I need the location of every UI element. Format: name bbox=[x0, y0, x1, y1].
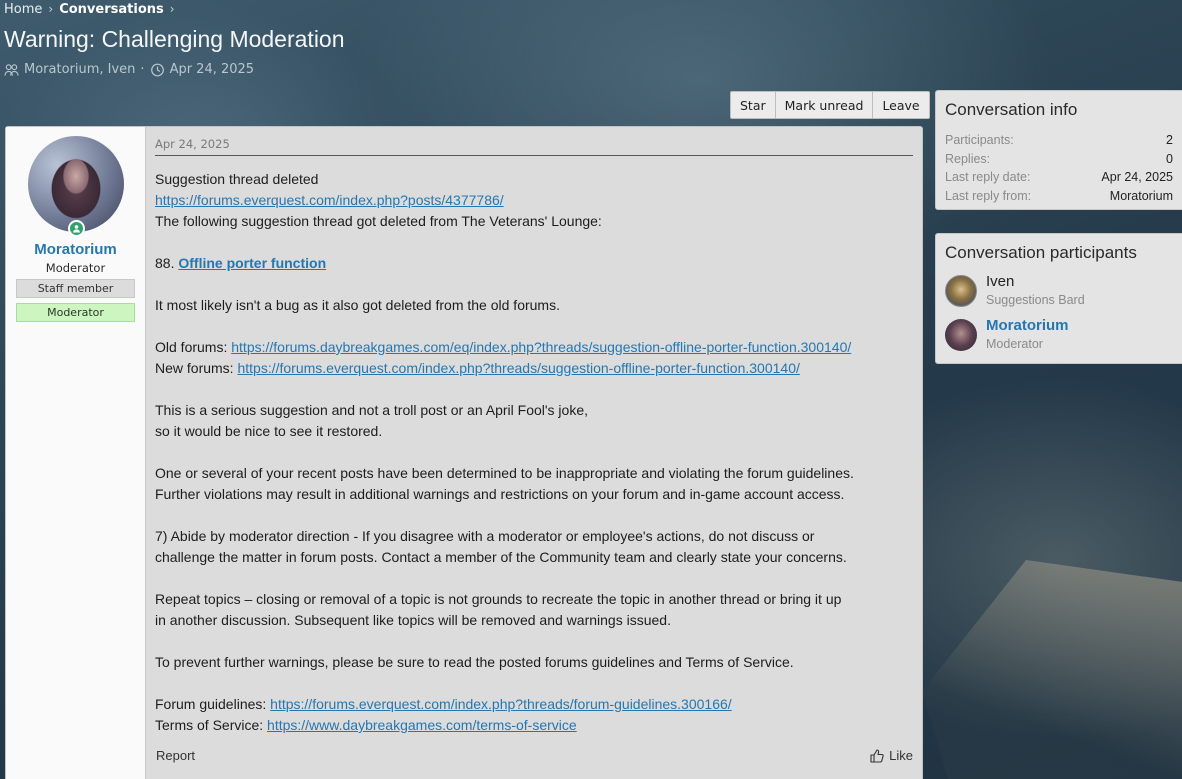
online-user-icon bbox=[68, 220, 85, 237]
body-prefix: Old forums: bbox=[155, 339, 232, 355]
body-line: The following suggestion thread got deleted from The Veterans' Lounge: bbox=[155, 213, 602, 229]
moderator-banner: Moderator bbox=[16, 303, 135, 322]
report-link[interactable]: Report bbox=[156, 748, 196, 763]
participant bbox=[936, 317, 1182, 351]
body-prefix: Forum guidelines: bbox=[155, 696, 271, 712]
conversation-actions bbox=[730, 91, 930, 119]
leave-button[interactable]: Leave bbox=[873, 91, 929, 119]
post-link[interactable]: https://forums.everquest.com/index.php?posts/4377786/ bbox=[155, 192, 504, 208]
body-line: challenge the matter in forum posts. Contact a member of the Community team and clearly state your concerns. bbox=[155, 549, 847, 565]
participant-title: Suggestions Bard bbox=[986, 293, 1085, 307]
message-main bbox=[146, 127, 922, 779]
info-list bbox=[936, 131, 1182, 205]
message bbox=[5, 126, 923, 779]
info-row: Last reply from: Moratorium bbox=[945, 187, 1173, 206]
post-footer bbox=[156, 748, 913, 763]
conversation-participants bbox=[935, 233, 1182, 364]
block-title: Conversation info bbox=[945, 100, 1078, 119]
body-line: One or several of your recent posts have been determined to be inappropriate and violating the forum guidelines. bbox=[155, 465, 854, 481]
mark-unread-button[interactable]: Mark unread bbox=[776, 91, 874, 119]
background-art bbox=[922, 560, 1182, 779]
thread-link[interactable]: Offline porter function bbox=[178, 255, 327, 271]
message-user bbox=[6, 127, 146, 779]
post-date[interactable]: Apr 24, 2025 bbox=[155, 137, 913, 156]
info-row: Last reply date: Apr 24, 2025 bbox=[945, 170, 1173, 184]
conversation-info bbox=[935, 90, 1182, 210]
like-label: Like bbox=[889, 748, 913, 763]
staff-banner: Staff member bbox=[16, 279, 135, 298]
meta-separator: · bbox=[140, 62, 145, 77]
participant-title: Moderator bbox=[986, 337, 1043, 351]
body-prefix: 88. bbox=[155, 255, 179, 271]
clock-icon bbox=[150, 63, 165, 77]
avatar-wrap bbox=[28, 136, 124, 232]
block-title: Conversation participants bbox=[945, 243, 1137, 262]
avatar[interactable] bbox=[945, 319, 977, 351]
old-forums-link[interactable]: https://forums.daybreakgames.com/eq/index.php?threads/suggestion-offline-porter-function.300140/ bbox=[231, 339, 852, 355]
new-forums-link[interactable]: https://forums.everquest.com/index.php?threads/suggestion-offline-porter-function.300140/ bbox=[237, 360, 800, 376]
participant bbox=[936, 273, 1182, 307]
user-title: Moderator bbox=[45, 261, 106, 275]
breadcrumb-conversations[interactable]: Conversations bbox=[59, 1, 164, 17]
last-reply-user[interactable]: Moratorium bbox=[1109, 188, 1173, 203]
post-body bbox=[155, 169, 913, 736]
body-line: Suggestion thread deleted bbox=[155, 171, 319, 187]
participant-name[interactable]: Moratorium bbox=[986, 317, 1069, 334]
avatar[interactable] bbox=[945, 275, 977, 307]
star-button[interactable]: Star bbox=[730, 91, 776, 119]
meta-date: Apr 24, 2025 bbox=[169, 62, 255, 77]
body-line: in another discussion. Subsequent like topics will be removed and warnings issued. bbox=[155, 612, 671, 628]
breadcrumb-home[interactable]: Home bbox=[4, 1, 43, 17]
participant-name[interactable]: Iven bbox=[986, 273, 1015, 290]
chevron-right-icon: › bbox=[169, 2, 175, 16]
body-line: so it would be nice to see it restored. bbox=[155, 423, 383, 439]
body-prefix: Terms of Service: bbox=[155, 717, 268, 733]
conversation-meta bbox=[4, 62, 254, 77]
info-row: Replies: 0 bbox=[945, 151, 1173, 166]
body-prefix: New forums: bbox=[155, 360, 238, 376]
users-icon bbox=[4, 63, 19, 77]
username[interactable]: Moratorium bbox=[34, 241, 117, 258]
body-line: Further violations may result in additional warnings and restrictions on your forum and in-game account access. bbox=[155, 486, 845, 502]
thumbs-up-icon bbox=[870, 749, 884, 763]
body-line: This is a serious suggestion and not a troll post or an April Fool's joke, bbox=[155, 402, 589, 418]
meta-participants[interactable]: Moratorium, Iven bbox=[24, 62, 136, 77]
page-title: Warning: Challenging Moderation bbox=[4, 26, 345, 52]
body-line: It most likely isn't a bug as it also got deleted from the old forums. bbox=[155, 297, 560, 313]
guidelines-link[interactable]: https://forums.everquest.com/index.php?threads/forum-guidelines.300166/ bbox=[270, 696, 732, 712]
body-line: 7) Abide by moderator direction - If you disagree with a moderator or employee's actions, do not discuss or bbox=[155, 528, 815, 544]
body-line: To prevent further warnings, please be sure to read the posted forums guidelines and Terms of Service. bbox=[155, 654, 794, 670]
like-button[interactable] bbox=[870, 748, 913, 763]
body-line: Repeat topics – closing or removal of a topic is not grounds to recreate the topic in another thread or bring it up bbox=[155, 591, 842, 607]
avatar[interactable] bbox=[28, 136, 124, 232]
chevron-right-icon: › bbox=[48, 2, 54, 16]
breadcrumb bbox=[4, 0, 175, 18]
info-row: Participants: 2 bbox=[945, 133, 1173, 147]
tos-link[interactable]: https://www.daybreakgames.com/terms-of-service bbox=[267, 717, 577, 733]
